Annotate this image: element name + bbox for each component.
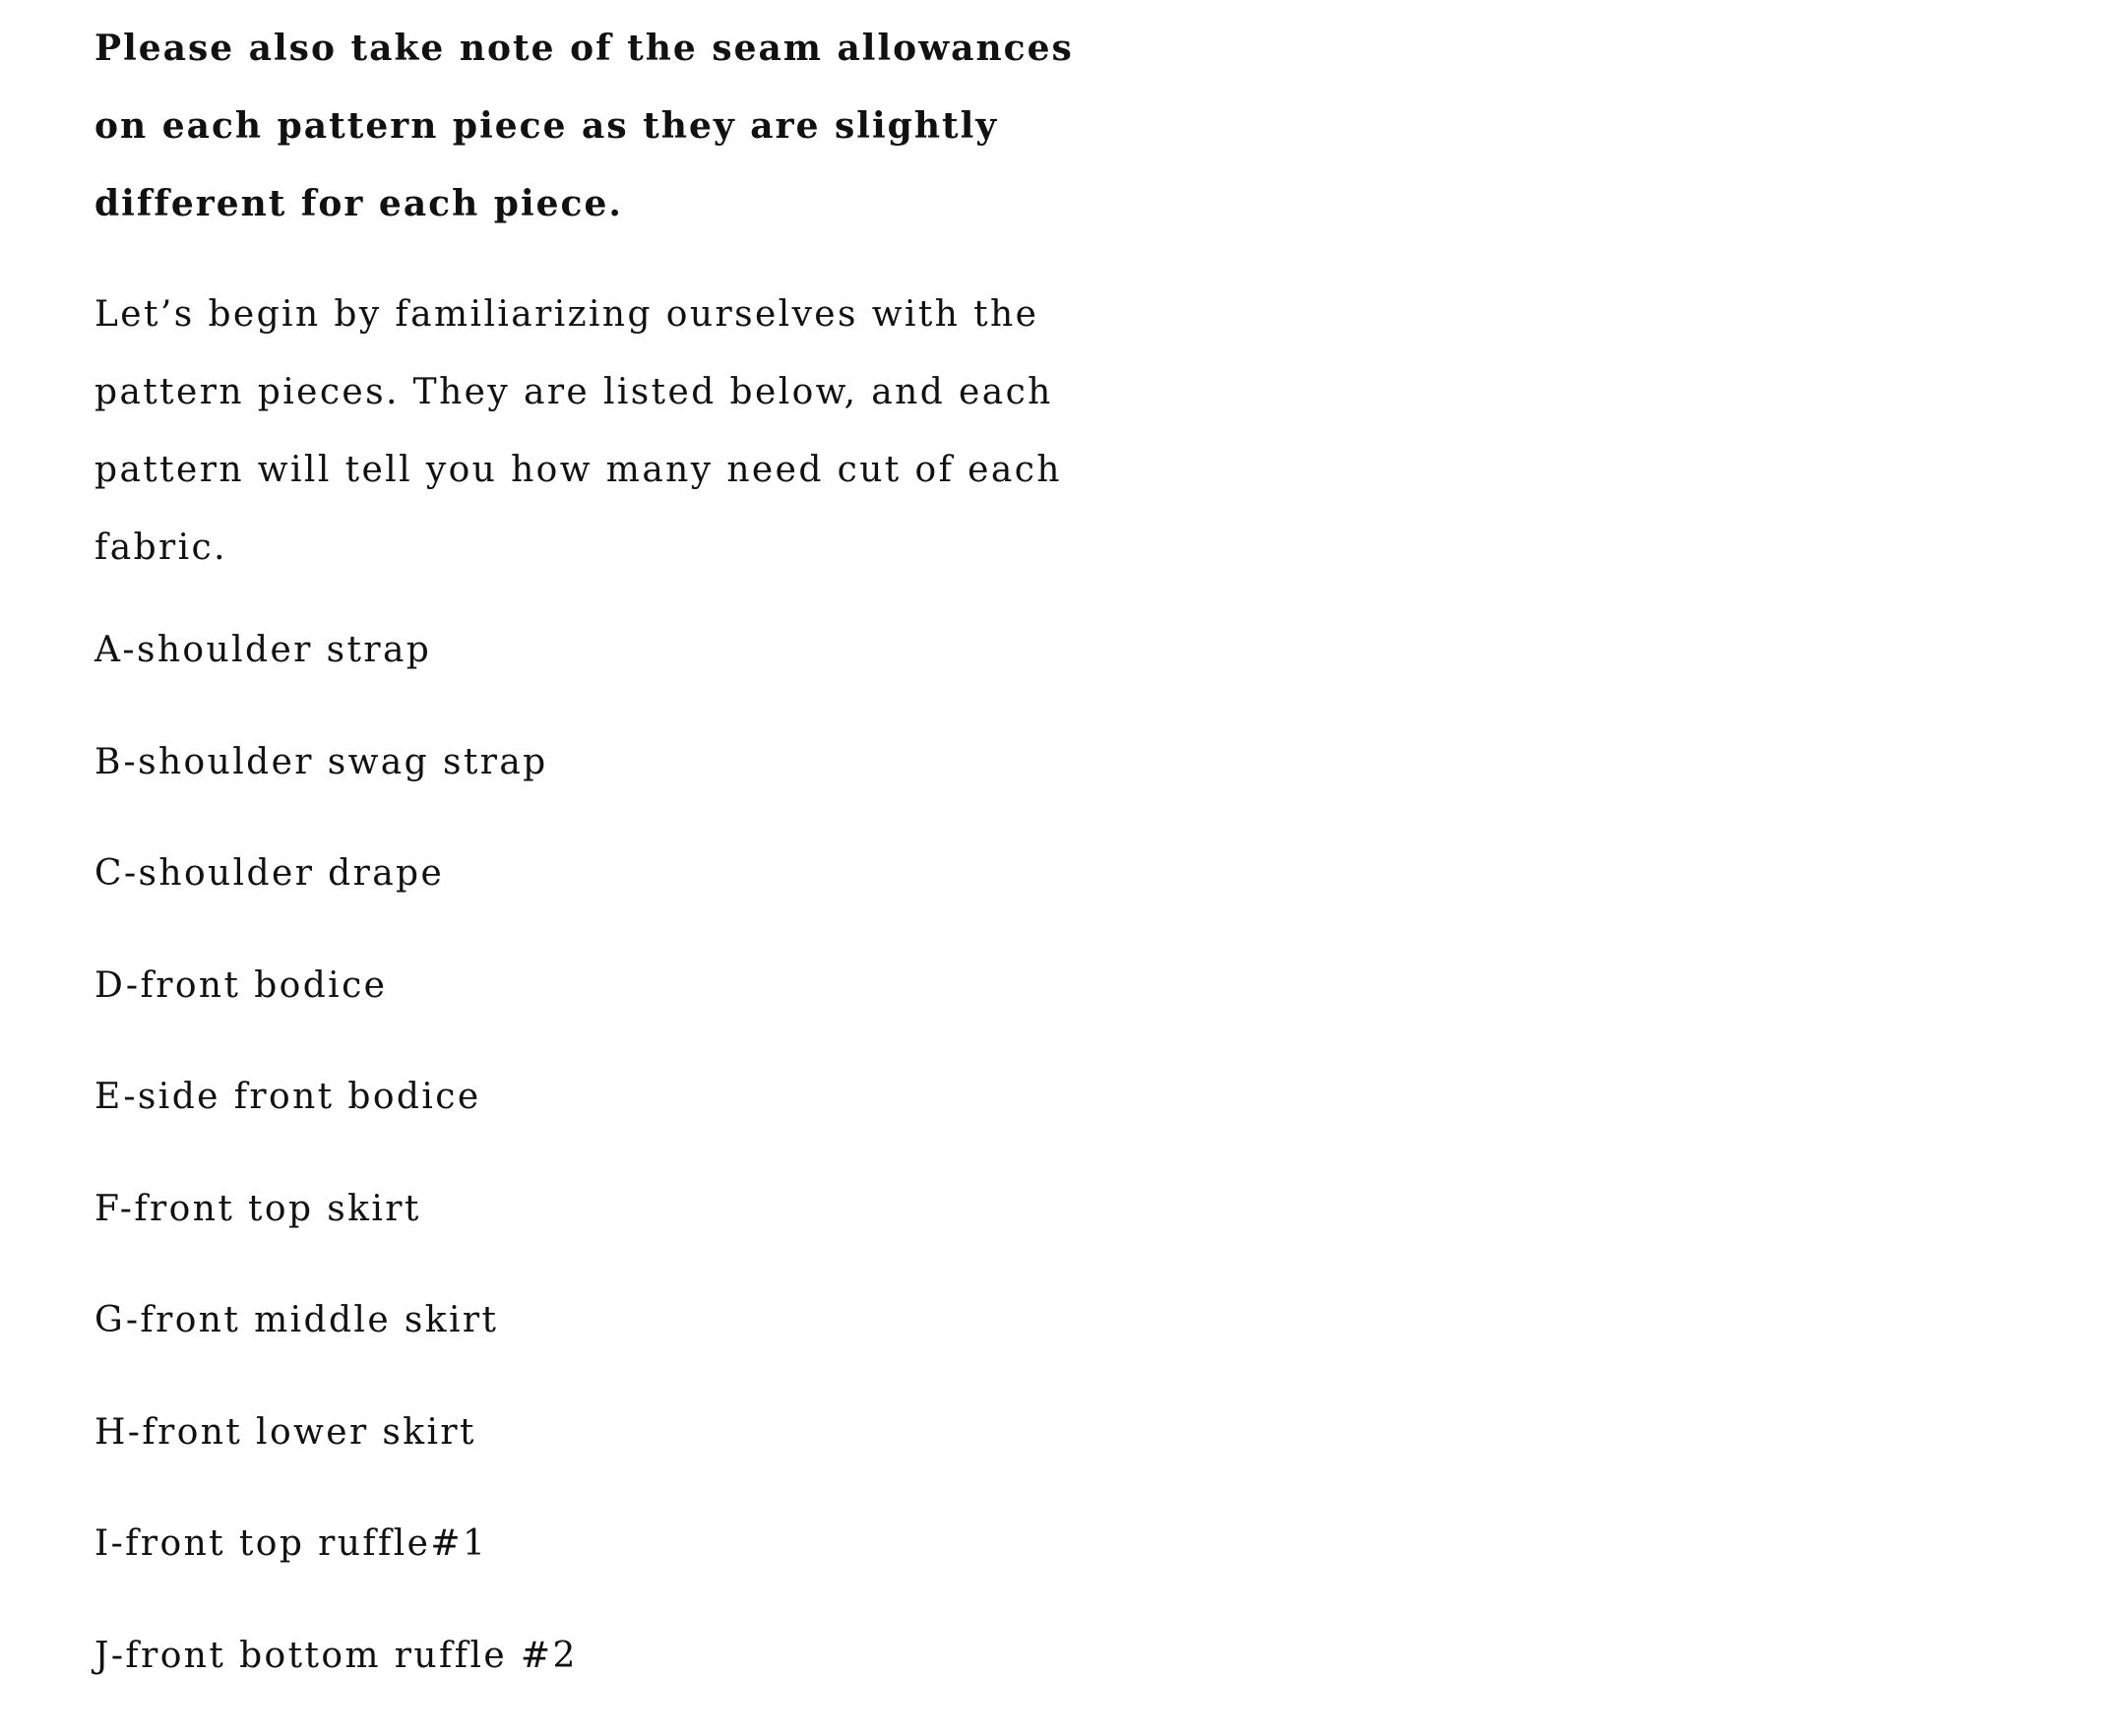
list-item: H-front lower skirt <box>94 1401 1079 1514</box>
list-item: J-front bottom ruffle #2 <box>94 1625 1079 1736</box>
list-item: D-front bodice <box>94 955 1079 1067</box>
list-item: F-front top skirt <box>94 1178 1079 1290</box>
list-item: G-front middle skirt <box>94 1289 1079 1401</box>
list-item: I-front top ruffle#1 <box>94 1513 1079 1625</box>
pattern-piece-list <box>94 619 1079 1736</box>
list-item: A-shoulder strap <box>94 619 1079 731</box>
list-item: B-shoulder swag strap <box>94 731 1079 843</box>
article-body <box>94 0 1079 1736</box>
intro-paragraph: Let’s begin by familiarizing ourselves with the pattern pieces. They are listed below, and each pattern will tell you how many need cut of each fabric. <box>94 276 1079 587</box>
list-item: E-side front bodice <box>94 1066 1079 1178</box>
seam-allowance-note: Please also take note of the seam allowances on each pattern piece as they are slightly different for each piece. <box>94 10 1079 243</box>
list-item: C-shoulder drape <box>94 842 1079 955</box>
